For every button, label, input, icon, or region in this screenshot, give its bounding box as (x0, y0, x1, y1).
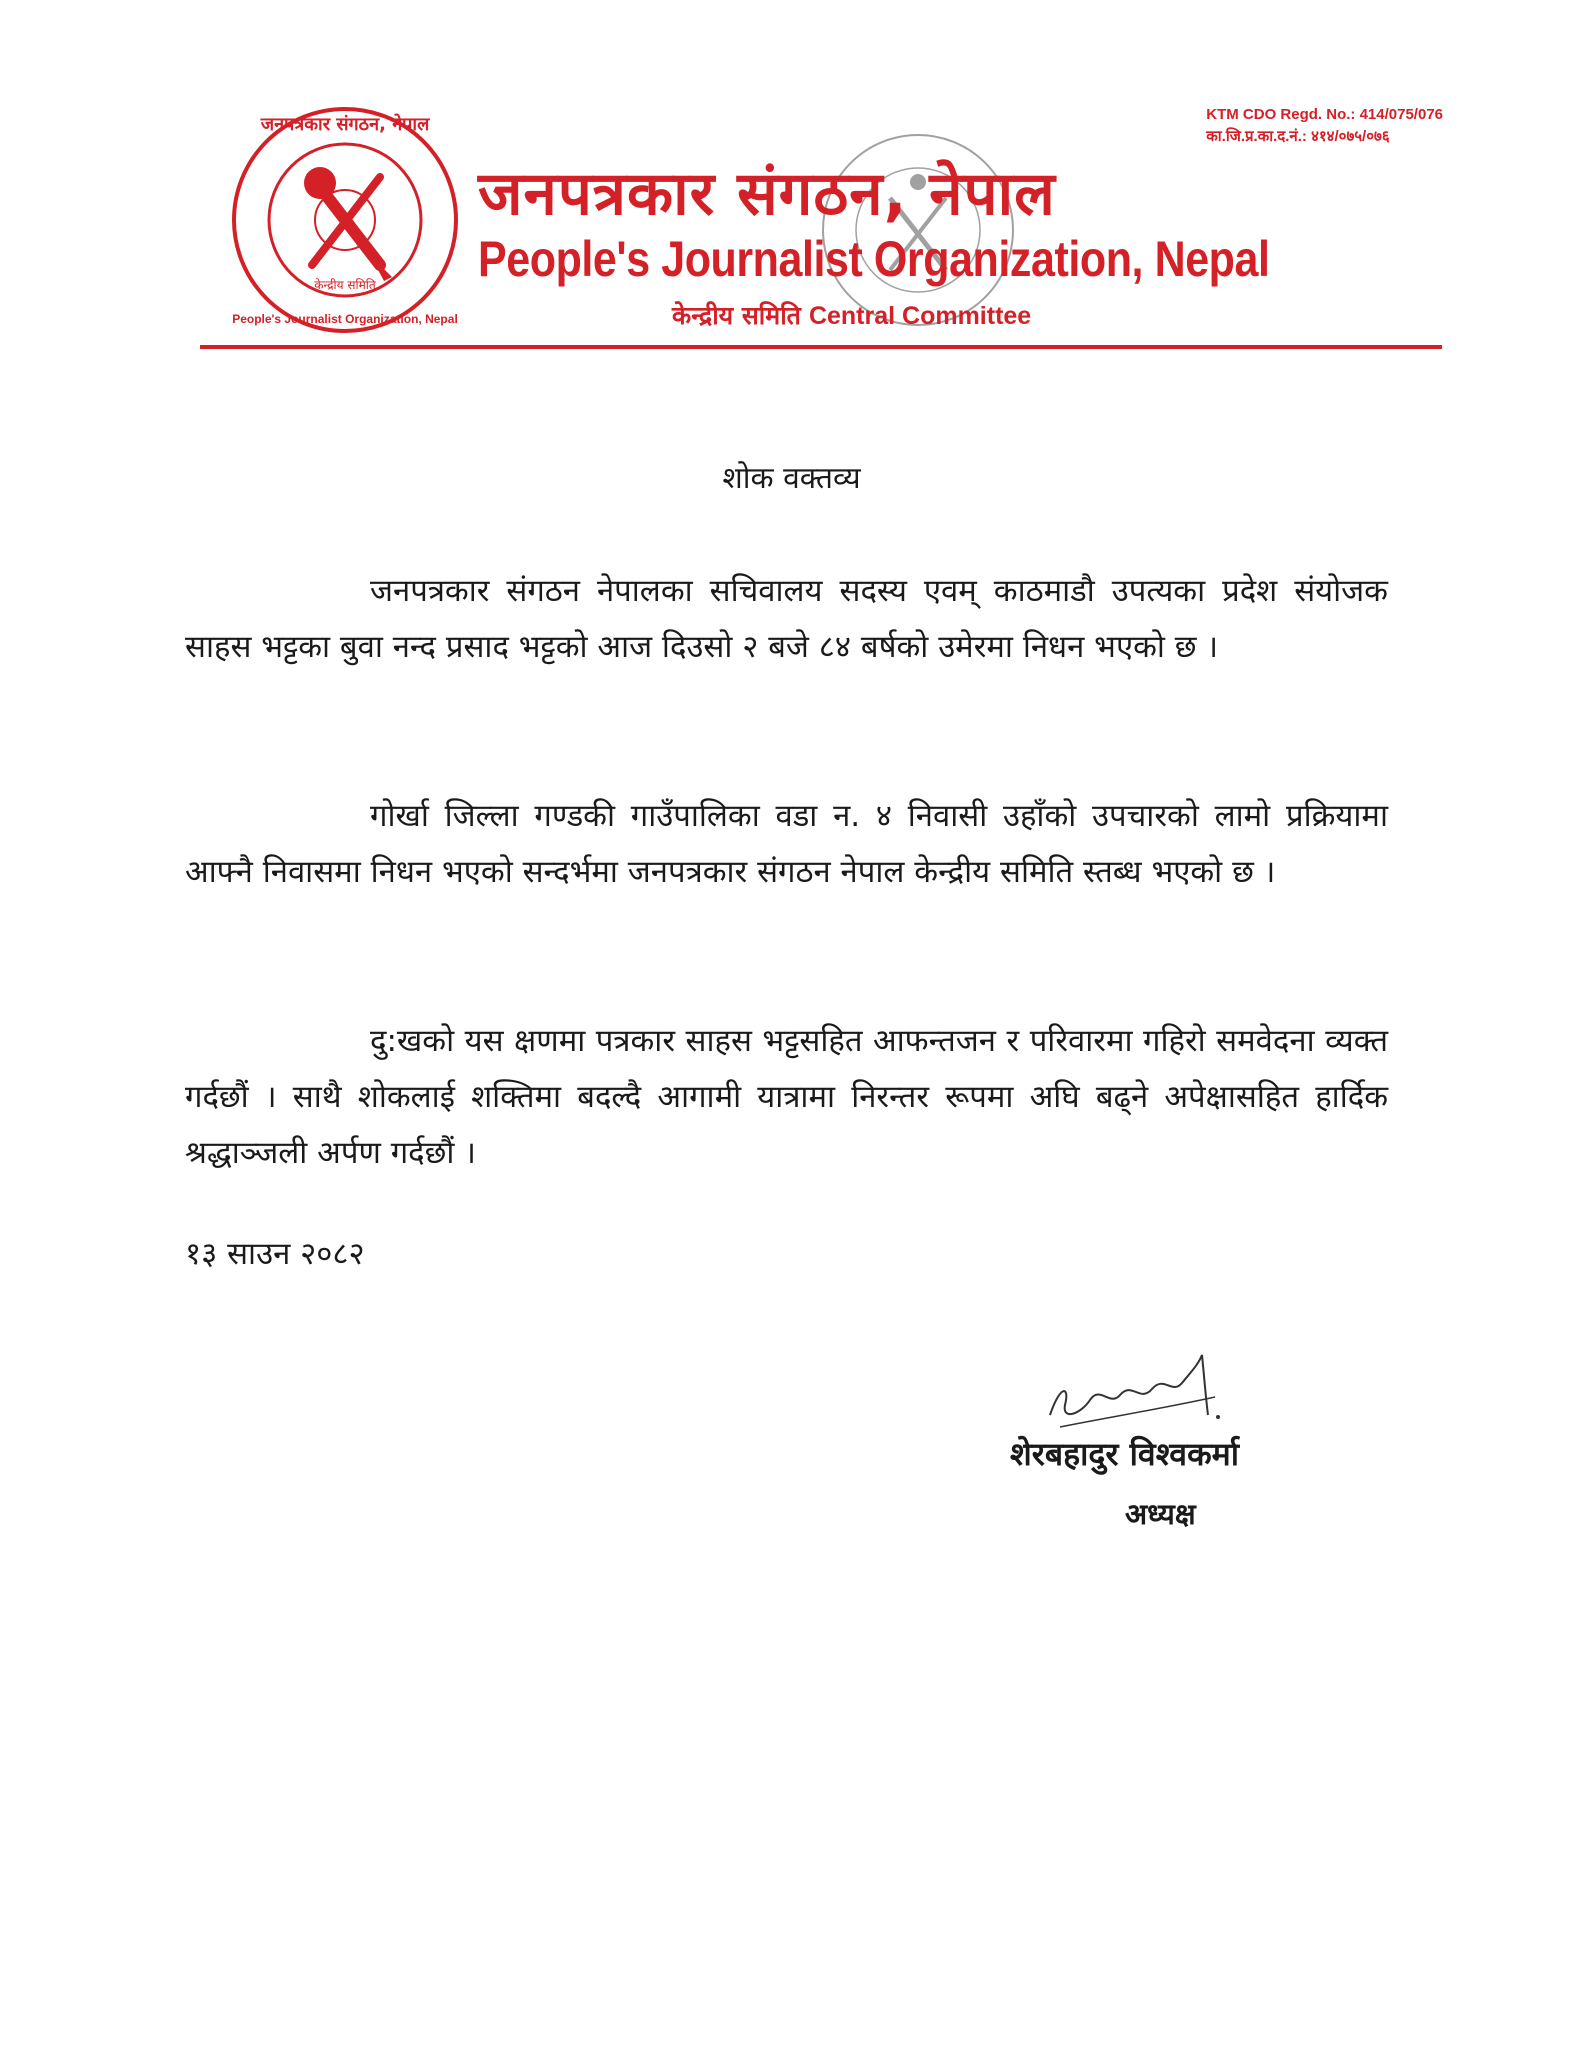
body-paragraph-3: दु:खको यस क्षणमा पत्रकार साहस भट्टसहित आफन्तजन र परिवारमा गहिरो समवेदना व्यक्त गर्दछौं । साथै शोकलाई शक्तिमा बदल्दै आगामी यात्रामा निरन्तर रूपमा अघि बढ्ने अपेक्षासहित हार्दिक श्रद्धाञ्जली अर्पण गर्दछौं । (185, 1023, 1388, 1171)
committee-label (672, 298, 1031, 332)
signatory-title: अध्यक्ष (1125, 1497, 1196, 1531)
committee-label-en: Central Committee (808, 302, 1032, 330)
registration-number-en: KTM CDO Regd. No.: 414/075/076 (1206, 106, 1443, 123)
body-paragraph-1: जनपत्रकार संगठन नेपालका सचिवालय सदस्य एवम् काठमाडौ उपत्यका प्रदेश संयोजक साहस भट्टका बुवा नन्द प्रसाद भट्टको आज दिउसो २ बजे ८४ बर्षको उमेरमा निधन भएको छ । (185, 573, 1388, 665)
letterhead (0, 0, 1583, 360)
document-date: १३ साउन २०८२ (185, 1236, 365, 1272)
letterhead-divider (200, 345, 1442, 349)
logo-ring-text-np: जनपत्रकार संगठन, नेपाल (260, 114, 430, 135)
committee-label-np: केन्द्रीय समिति (672, 301, 801, 330)
logo-ring-text-en: People's Journalist Organization, Nepal (232, 312, 458, 326)
handwritten-signature (1040, 1345, 1230, 1445)
signatory-name: शेरबहादुर विश्वकर्मा (1010, 1435, 1240, 1473)
organization-name-en: People's Journalist Organization, Nepal (478, 231, 1270, 287)
organization-name-np: जनपत्रकार संगठन, नेपाल (478, 159, 1056, 229)
registration-number-np: का.जि.प्र.का.द.नं.: ४१४/०७५/०७६ (1206, 128, 1390, 145)
organization-logo (230, 105, 460, 335)
body-paragraph-2: गोर्खा जिल्ला गण्डकी गाउँपालिका वडा न. ४ निवासी उहाँको उपचारको लामो प्रक्रियामा आफ्नै निवासमा निधन भएको सन्दर्भमा जनपत्रकार संगठन नेपाल केन्द्रीय समिति स्तब्ध भएको छ । (185, 798, 1388, 890)
logo-inner-text: केन्द्रीय समिति (314, 278, 376, 292)
document-title: शोक वक्तव्य (722, 461, 861, 496)
registration-info (1206, 104, 1443, 148)
